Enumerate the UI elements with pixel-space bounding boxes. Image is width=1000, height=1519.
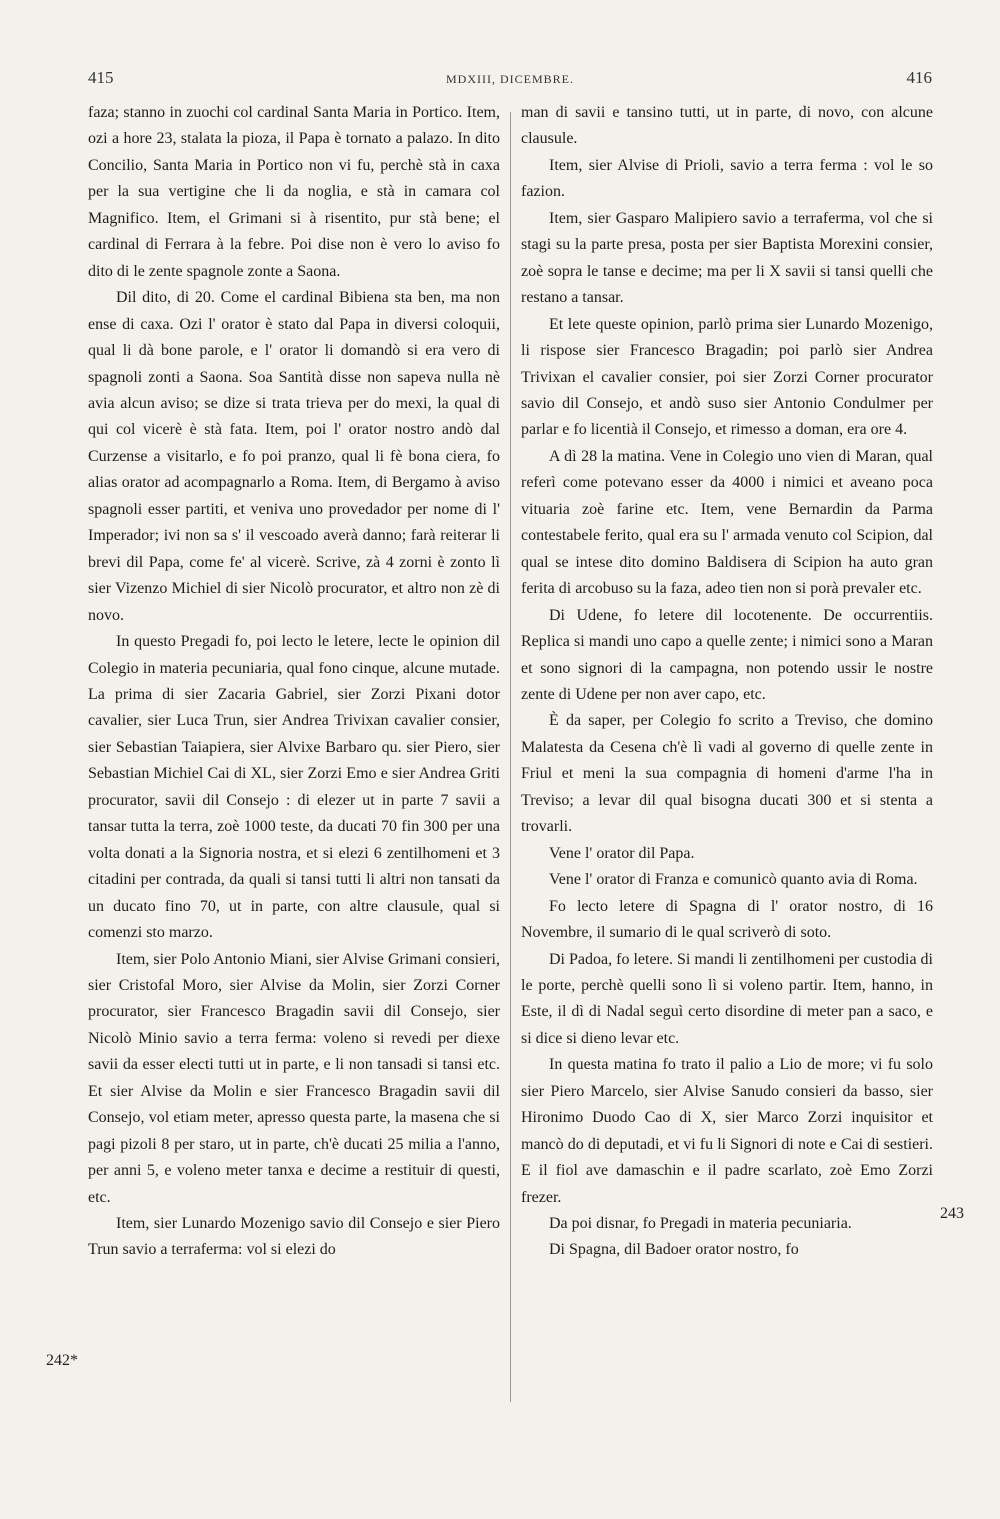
paragraph: faza; stanno in zuochi col cardinal Santa Maria in Portico. Item, ozi a hore 23, stalata la pioza, il Papa è tornato a palazo. In dito Concilio, Santa Maria in Portico non vi fu, perchè stà in caxa per la sua vertigine che li da noglia, e stà in camara col Magnifico. Item, el Grimani si à risentito, pur stà bene; el cardinal di Ferrara à la febre. Poi dise non è vero lo aviso fo dito di le zente spagnole zonte a Saona. xyxy=(88,104,500,280)
paragraph: Item, sier Gasparo Malipiero savio a terraferma, vol che si stagi su la parte presa, posta per sier Baptista Morexini consier, zoè sopra le tanse e decime; ma per li X savii si tansi quelli che restano a tansar. xyxy=(521,209,933,307)
running-title: MDXIII, DICEMBRE. xyxy=(446,72,574,86)
margin-note-left: 242* xyxy=(46,1352,78,1369)
paragraph: Et lete queste opinion, parlò prima sier Lunardo Mozenigo, li rispose sier Francesco Bragadin; poi parlò sier Andrea Trivixan el cavalier consier, poi sier Zorzi Corner procurator savio dil Consejo, et andò suso sier Antonio Condulmer per parlar e fo licentià il Consejo, et rimesso a doman, era ore 4. xyxy=(521,315,933,439)
running-header xyxy=(88,68,932,98)
paragraph: Di Padoa, fo letere. Si mandi li zentilhomeni per custodia di le porte, perchè quelli sono lì si voleno partir. Item, hanno, in Este, il dì di Nadal seguì certo disordine di meter pan a saco, e si dice si dieno levar etc. xyxy=(521,950,933,1047)
paragraph: Da poi disnar, fo Pregadi in materia pecuniaria. xyxy=(549,1215,852,1233)
paragraph: A dì 28 la matina. Vene in Colegio uno vien di Maran, qual referì come potevano esser da 4000 i nimici et aveano poca vituaria zoè farine etc. Item, vene Bernardin da Parma contestabele ferito, qual era su l' armada venuto col Scipion, dal qual se intese dito domino Baldisera di Scipion ha auto gran ferita di arcobuso su la faza, adeo tien non si porà prevaler etc. xyxy=(521,447,933,598)
page-number-left: 415 xyxy=(88,68,114,87)
paragraph: È da saper, per Colegio fo scrito a Treviso, che domino Malatesta da Cesena ch'è lì vadi al governo di quelle zente in Friul et meni la sua compagnia di homeni d'arme l'ha in Treviso; a levar dil qual bisogna ducati 300 et si stenta a trovarli. xyxy=(521,712,933,836)
margin-note-right: 243 xyxy=(940,1205,964,1222)
column-divider xyxy=(510,112,511,1402)
page-number-right: 416 xyxy=(906,68,932,87)
paragraph: Item, sier Polo Antonio Miani, sier Alvise Grimani consieri, sier Cristofal Moro, sier Alvise da Molin, sier Zorzi Corner procurator, sier Francesco Bragadin savii dil Consejo, sier Nicolò Minio savio a terra ferma: voleno si revedi per diexe savii da esser electi tutti ut in parte, e li non tansadi si tansi etc. Et sier Alvise da Molin e sier Francesco Bragadin savii dil Consejo, vol etiam meter, apresso questa parte, la masena che si pagi pizoli 8 per staro, ut in parte, ch'è ducati 25 milia a l'anno, per anni 5, e voleno meter tanxa e decime a restituir di questi, etc. xyxy=(88,950,500,1206)
left-column xyxy=(88,100,500,1264)
paragraph: Vene l' orator di Franza e comunicò quanto avia di Roma. xyxy=(549,871,918,889)
paragraph: Fo lecto letere di Spagna di l' orator nostro, di 16 Novembre, il sumario di le qual scriverò di soto. xyxy=(521,897,933,942)
paragraph: Item, sier Lunardo Mozenigo savio dil Consejo e sier Piero Trun savio a terraferma: vol si elezi do xyxy=(88,1215,500,1259)
paragraph: Item, sier Alvise di Prioli, savio a terra ferma : vol le so fazion. xyxy=(521,156,933,201)
paragraph: Di Spagna, dil Badoer orator nostro, fo xyxy=(549,1241,799,1259)
paragraph: Dil dito, di 20. Come el cardinal Bibiena sta ben, ma non ense di caxa. Ozi l' orator è stato dal Papa in diversi coloquii, qual li dà bone parole, e l' orator li domandò si era vero di spagnoli zonti a Saona. Soa Santità disse non sapeva nulla nè avia alcun aviso; se dize si trata trieva per do mexi, la qual di qui col vicerè è stà fata. Item, poi l' orator nostro andò dal Curzense a visitarlo, e fo poi pranzo, qual li fè bona ciera, fo alias orator ad acompagnarlo a Roma. Item, di Bergamo à aviso spagnoli esser partiti, et veniva uno provedador per nome di l' Imperador; ivi non sa s' il vescoado averà danno; farà reiterar li brevi dil Papa, come fe' al vicerè. Scrive, zà 4 zorni è zonto lì sier Vizenzo Michiel di sier Nicolò procurator, et altro non zè di novo. xyxy=(88,289,500,624)
right-column xyxy=(521,100,933,1264)
paragraph: Vene l' orator dil Papa. xyxy=(549,844,695,862)
paragraph: In questo Pregadi fo, poi lecto le letere, lecte le opinion dil Colegio in materia pecuniaria, qual fono cinque, alcune mutade. La prima di sier Zacaria Gabriel, sier Zorzi Pixani dotor cavalier, sier Luca Trun, sier Andrea Trivixan cavalier consier, sier Sebastian Taiapiera, sier Alvixe Barbaro qu. sier Piero, sier Sebastian Michiel Cai di XL, sier Zorzi Emo e sier Andrea Griti procurator, savii dil Consejo : di elezer ut in parte 7 savii a tansar tutta la terra, zoè 1000 teste, da ducati 70 fin 300 per una volta donati a la Signoria nostra, et si elezi 6 zentilhomeni et 3 citadini per contrada, da quali si tansi tutti li altri non tansati da un ducato fino 70, ut in parte, con altre clausule, qual si comenzi sto marzo. xyxy=(88,633,500,942)
paragraph: man di savii e tansino tutti, ut in parte, di novo, con alcune clausule. xyxy=(521,104,933,148)
paragraph: Di Udene, fo letere dil locotenente. De occurrentiis. Replica si mandi uno capo a quelle zente; i nimici sono a Maran et sono signori di la campagna, non potendo ussir le nostre zente di Udene per non aver capo, etc. xyxy=(521,606,933,703)
paragraph: In questa matina fo trato il palio a Lio de more; vi fu solo sier Piero Marcelo, sier Alvise Sanudo consieri da basso, sier Hironimo Duodo Cao di X, sier Marco Zorzi inquisitor et mancò do di deputadi, et vi fu li Signori di note e Cai di sestieri. E il fiol ave damaschin e il padre scarlato, zoè Emo Zorzi frezer. xyxy=(521,1056,933,1206)
